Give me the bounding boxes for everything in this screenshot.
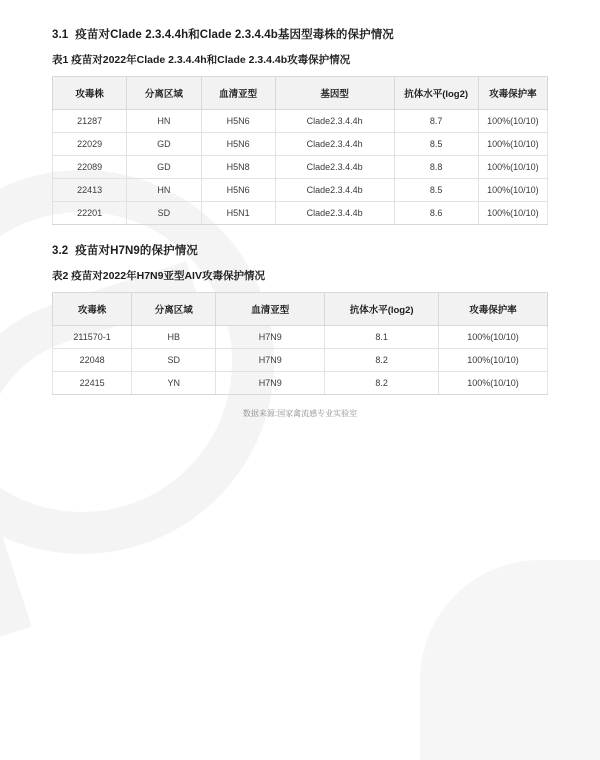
table-1-col-header: 分离区域 xyxy=(127,77,201,110)
table-2-caption: 表2 疫苗对2022年H7N9亚型AIV攻毒保护情况 xyxy=(52,270,265,282)
table-cell: 22029 xyxy=(53,133,127,156)
table-row xyxy=(53,110,548,133)
table-cell: 8.1 xyxy=(325,326,439,349)
table-cell: Clade2.3.4.4b xyxy=(275,179,394,202)
table-cell: Clade2.3.4.4b xyxy=(275,202,394,225)
table-cell: 100%(10/10) xyxy=(478,156,547,179)
section-3-2 xyxy=(52,242,548,395)
table-cell: 8.6 xyxy=(394,202,478,225)
table-cell: 22201 xyxy=(53,202,127,225)
table-2-col-header: 攻毒保护率 xyxy=(439,293,548,326)
table-cell: H5N1 xyxy=(201,202,275,225)
table-1 xyxy=(52,76,548,225)
section-3-1-number: 3.1 xyxy=(52,29,69,41)
table-1-col-header: 抗体水平(log2) xyxy=(394,77,478,110)
table-cell: 100%(10/10) xyxy=(478,110,547,133)
table-cell: H5N8 xyxy=(201,156,275,179)
table-cell: 8.2 xyxy=(325,372,439,395)
table-row xyxy=(53,372,548,395)
table-row xyxy=(53,202,548,225)
table-row xyxy=(53,349,548,372)
section-3-2-number: 3.2 xyxy=(52,245,69,257)
table-row xyxy=(53,326,548,349)
table-1-col-header: 基因型 xyxy=(275,77,394,110)
table-2-col-header: 血清亚型 xyxy=(216,293,325,326)
table-cell: 22089 xyxy=(53,156,127,179)
table-cell: 22413 xyxy=(53,179,127,202)
table-1-header-row xyxy=(53,77,548,110)
table-cell: H5N6 xyxy=(201,110,275,133)
section-3-2-title: 疫苗对H7N9的保护情况 xyxy=(75,245,198,257)
background-decoration-corner xyxy=(420,560,600,760)
table-row xyxy=(53,133,548,156)
table-cell: H7N9 xyxy=(216,372,325,395)
table-cell: SD xyxy=(132,349,216,372)
source-note: 数据来源:国家禽流感专业实验室 xyxy=(242,409,358,418)
table-cell: H5N6 xyxy=(201,133,275,156)
table-1-col-header: 攻毒保护率 xyxy=(478,77,547,110)
table-cell: 100%(10/10) xyxy=(478,133,547,156)
table-2 xyxy=(52,292,548,395)
table-2-header-row xyxy=(53,293,548,326)
table-cell: 8.5 xyxy=(394,133,478,156)
table-cell: SD xyxy=(127,202,201,225)
section-3-2-heading xyxy=(52,242,548,258)
table-1-col-header: 攻毒株 xyxy=(53,77,127,110)
table-cell: HB xyxy=(132,326,216,349)
table-cell: Clade2.3.4.4h xyxy=(275,110,394,133)
table-cell: GD xyxy=(127,133,201,156)
table-cell: 100%(10/10) xyxy=(439,326,548,349)
table-cell: GD xyxy=(127,156,201,179)
table-cell: 100%(10/10) xyxy=(439,349,548,372)
table-cell: 8.7 xyxy=(394,110,478,133)
table-cell: 8.2 xyxy=(325,349,439,372)
table-2-col-header: 攻毒株 xyxy=(53,293,132,326)
table-cell: 8.5 xyxy=(394,179,478,202)
table-cell: 22415 xyxy=(53,372,132,395)
table-row xyxy=(53,179,548,202)
table-cell: 100%(10/10) xyxy=(439,372,548,395)
table-cell: Clade2.3.4.4h xyxy=(275,133,394,156)
table-2-col-header: 抗体水平(log2) xyxy=(325,293,439,326)
table-cell: H7N9 xyxy=(216,349,325,372)
table-cell: HN xyxy=(127,110,201,133)
table-cell: H5N6 xyxy=(201,179,275,202)
table-cell: 211570-1 xyxy=(53,326,132,349)
table-1-caption: 表1 疫苗对2022年Clade 2.3.4.4h和Clade 2.3.4.4b攻毒保护情况 xyxy=(52,54,351,66)
section-3-1-title: 疫苗对Clade 2.3.4.4h和Clade 2.3.4.4b基因型毒株的保护情况 xyxy=(75,29,394,41)
table-1-col-header: 血清亚型 xyxy=(201,77,275,110)
table-cell: 8.8 xyxy=(394,156,478,179)
table-cell: 22048 xyxy=(53,349,132,372)
table-cell: 100%(10/10) xyxy=(478,202,547,225)
table-cell: Clade2.3.4.4b xyxy=(275,156,394,179)
table-cell: YN xyxy=(132,372,216,395)
section-3-1 xyxy=(52,26,548,225)
table-cell: 21287 xyxy=(53,110,127,133)
table-2-col-header: 分离区域 xyxy=(132,293,216,326)
table-cell: 100%(10/10) xyxy=(478,179,547,202)
table-cell: HN xyxy=(127,179,201,202)
table-row xyxy=(53,156,548,179)
section-3-1-heading xyxy=(52,26,548,42)
table-cell: H7N9 xyxy=(216,326,325,349)
